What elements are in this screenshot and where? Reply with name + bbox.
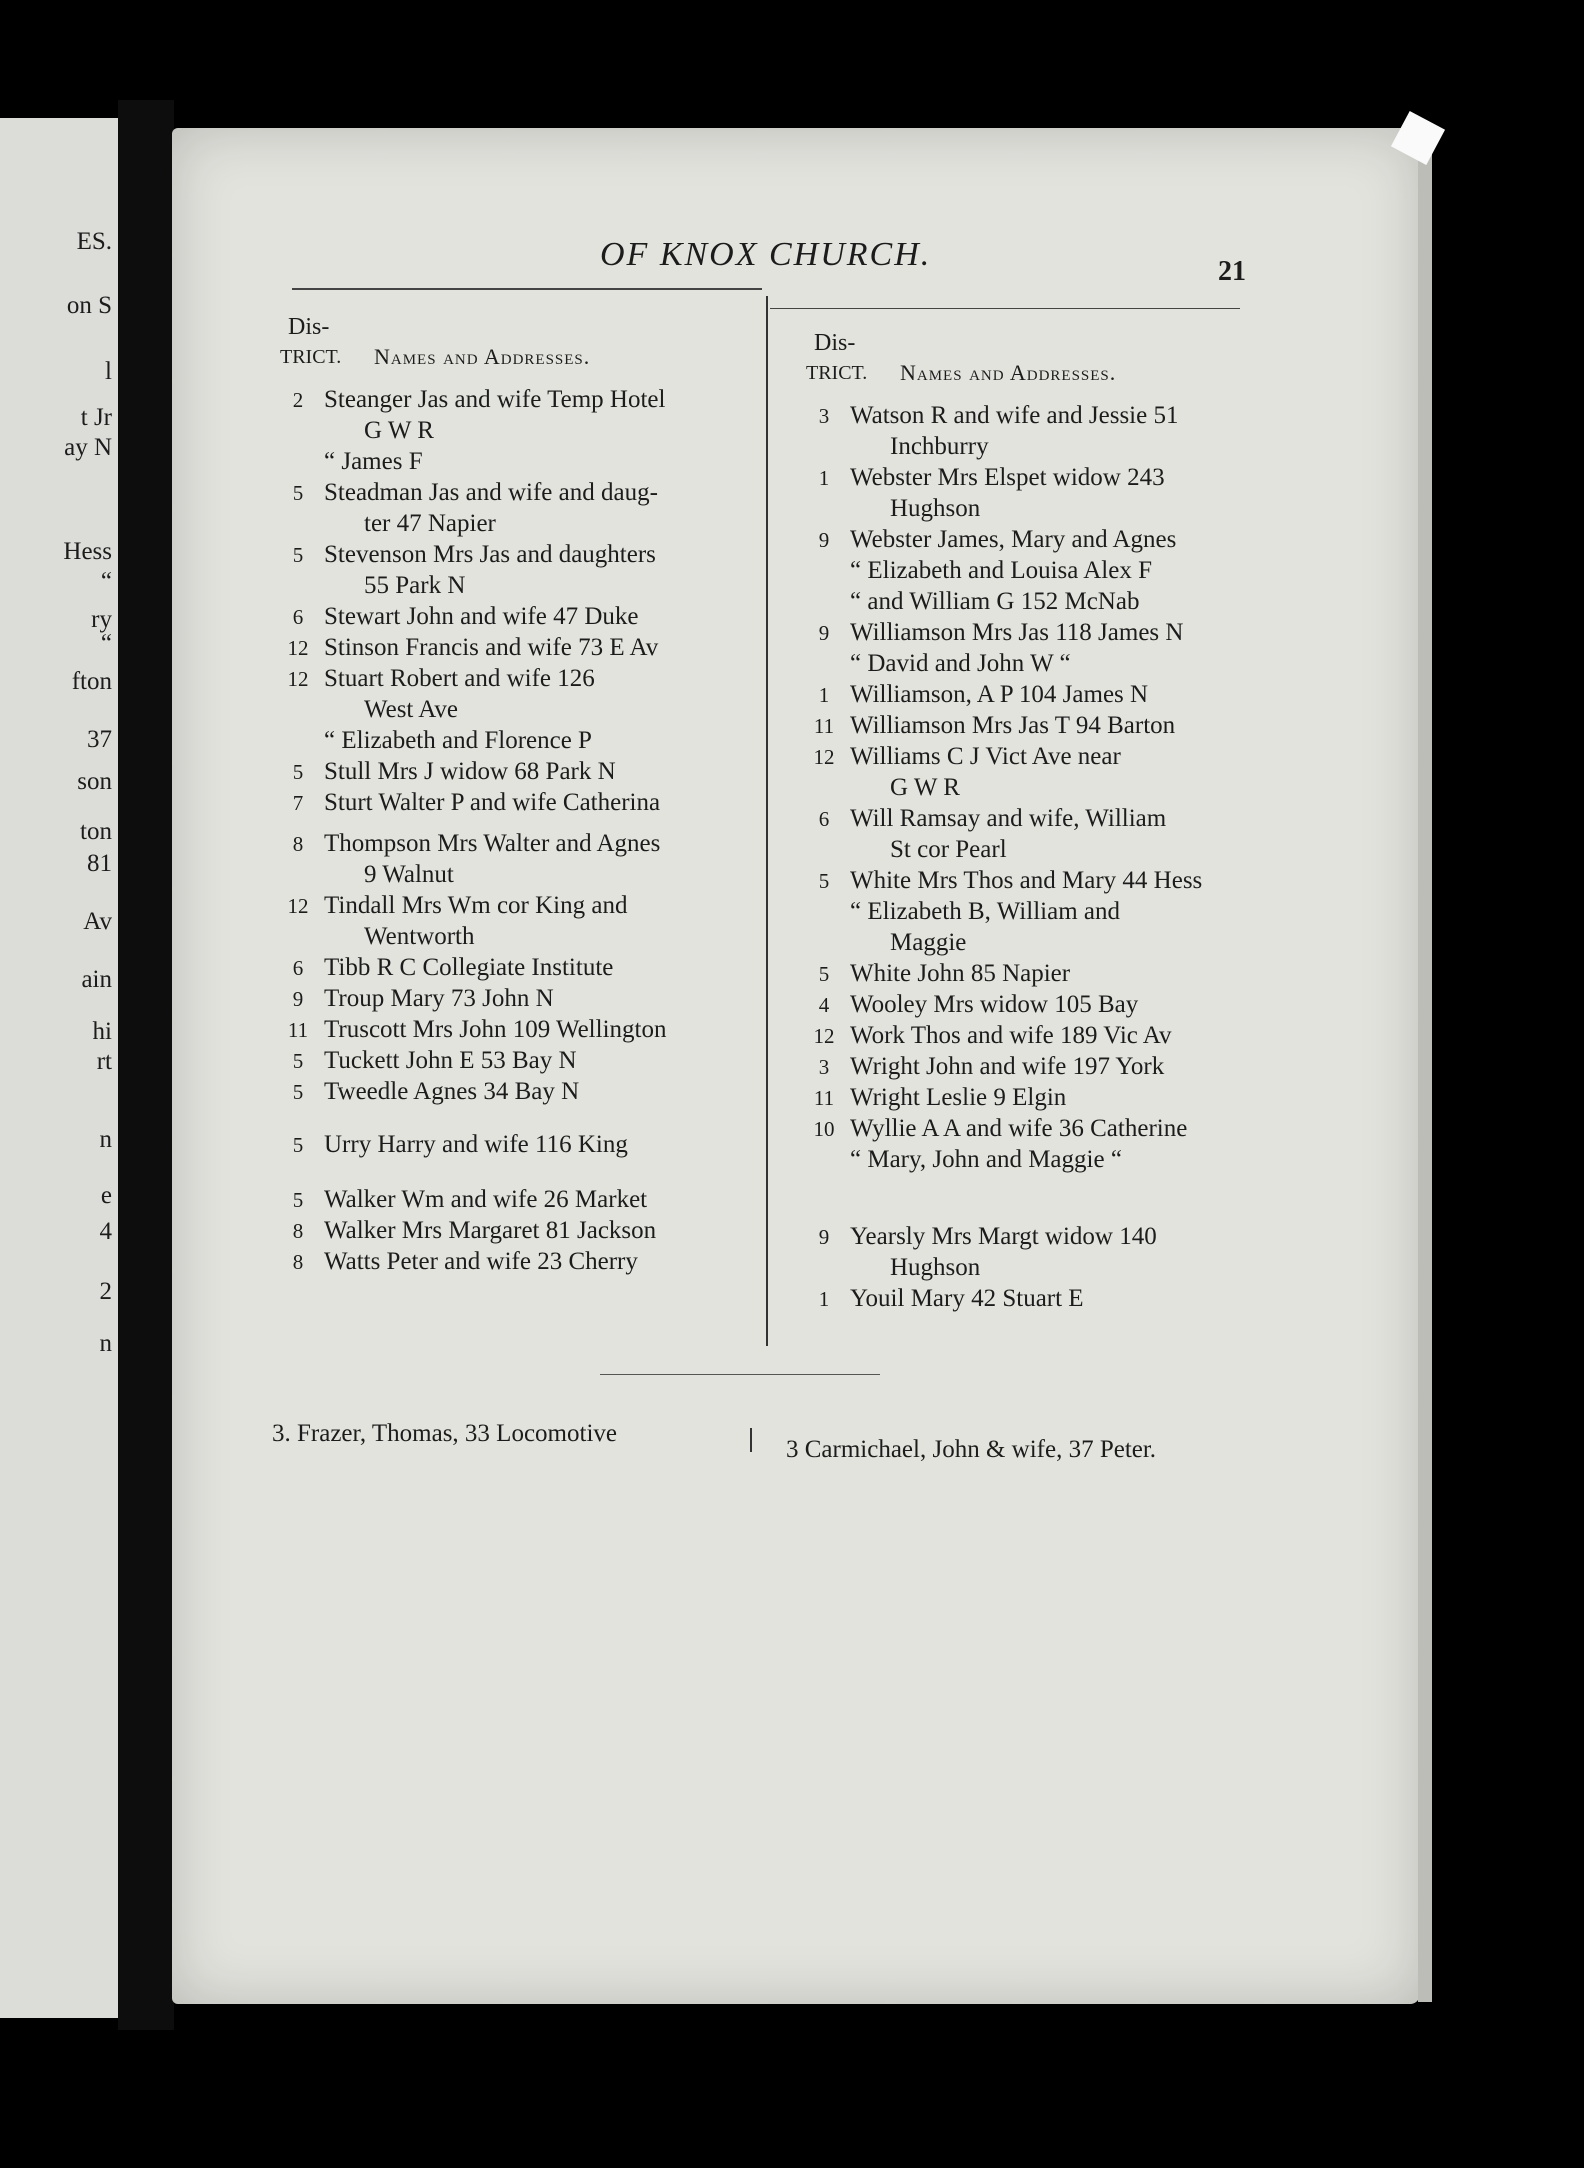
directory-entry [280, 477, 710, 539]
entry-name-address: Tindall Mrs Wm cor King and [324, 892, 628, 919]
entry-name-address: Wright John and wife 197 York [850, 1053, 1165, 1080]
right-column [806, 330, 1236, 1314]
facing-page-text: 81 [87, 850, 112, 877]
directory-entry [806, 1113, 1236, 1144]
district-number: 1 [818, 466, 830, 490]
directory-entry [280, 384, 710, 446]
entry-continuation: Wentworth [364, 923, 475, 950]
directory-entry [280, 1246, 710, 1277]
directory-entry [806, 586, 1236, 617]
heading-names: Names and Addresses. [374, 344, 591, 369]
entry-name-address: Stinson Francis and wife 73 E Av [324, 634, 659, 661]
district-number: 12 [813, 1024, 835, 1048]
column-heading [806, 330, 1236, 400]
facing-page-text: t Jr [80, 404, 112, 431]
entry-name-address: Tuckett John E 53 Bay N [324, 1047, 577, 1074]
entry-continuation: Inchburry [890, 433, 989, 460]
heading-trict: TRICT. [806, 362, 868, 384]
entry-name-address: Watson R and wife and Jessie 51 [850, 402, 1179, 429]
directory-entry [806, 1283, 1236, 1314]
book-spine [118, 100, 174, 2030]
directory-entry [806, 896, 1236, 958]
district-number: 12 [287, 894, 309, 918]
directory-entry [806, 1221, 1236, 1283]
facing-page-text: e [100, 1182, 112, 1209]
facing-page-text: rt [96, 1048, 112, 1075]
entry-name-address: Stewart John and wife 47 Duke [324, 603, 639, 630]
column-divider [766, 296, 768, 1346]
district-number: 11 [287, 1018, 309, 1042]
directory-entry [806, 1020, 1236, 1051]
facing-page-text: ry [91, 606, 112, 633]
entry-name-address: Walker Wm and wife 26 Market [324, 1186, 648, 1213]
district-number: 5 [292, 1133, 304, 1157]
page-number: 21 [1218, 256, 1246, 287]
directory-entry [806, 958, 1236, 989]
district-number: 9 [818, 621, 830, 645]
directory-entry [280, 632, 710, 663]
facing-page-text: 37 [87, 726, 112, 753]
directory-entry [806, 679, 1236, 710]
entry-name-address: “ Elizabeth and Louisa Alex F [850, 557, 1153, 584]
heading-dis: Dis- [814, 330, 856, 356]
entry-name-address: Webster James, Mary and Agnes [850, 526, 1177, 553]
entry-name-address: Tweedle Agnes 34 Bay N [324, 1078, 580, 1105]
entry-name-address: Stull Mrs J widow 68 Park N [324, 758, 616, 785]
entry-name-address: “ Elizabeth and Florence P [324, 727, 592, 754]
directory-entry [280, 725, 710, 756]
district-number: 5 [818, 962, 830, 986]
directory-entry [280, 601, 710, 632]
entry-name-address: Yearsly Mrs Margt widow 140 [850, 1223, 1157, 1250]
directory-entry [280, 1045, 710, 1076]
facing-page-fragment [0, 118, 120, 2018]
facing-page-text: ton [80, 818, 112, 845]
entry-name-address: Will Ramsay and wife, William [850, 805, 1167, 832]
entry-continuation: Hughson [890, 1254, 981, 1281]
directory-entry [806, 617, 1236, 648]
entry-name-address: Williamson, A P 104 James N [850, 681, 1149, 708]
entry-name-address: Work Thos and wife 189 Vic Av [850, 1022, 1172, 1049]
district-number: 6 [292, 605, 304, 629]
entry-continuation: Hughson [890, 495, 981, 522]
directory-entry [806, 555, 1236, 586]
directory-entry [280, 787, 710, 818]
entry-continuation: 55 Park N [364, 572, 466, 599]
directory-entry [280, 756, 710, 787]
directory-entry [280, 1215, 710, 1246]
header-rule-right [770, 308, 1240, 309]
footnote-divider [750, 1428, 752, 1452]
footnote-rule [600, 1374, 880, 1375]
directory-entry [280, 828, 710, 890]
district-number: 6 [818, 807, 830, 831]
district-number: 8 [292, 1250, 304, 1274]
facing-page-text: 2 [99, 1278, 112, 1305]
entry-name-address: Truscott Mrs John 109 Wellington [324, 1016, 667, 1043]
running-head: OF KNOX CHURCH. [600, 236, 932, 273]
facing-page-text: ES. [76, 228, 112, 255]
directory-entry [806, 741, 1236, 803]
district-number: 10 [813, 1117, 835, 1141]
directory-entry [806, 1051, 1236, 1082]
footnote-right: 3 Carmichael, John & wife, 37 Peter. [786, 1436, 1157, 1463]
entry-continuation: G W R [890, 774, 960, 801]
district-number: 5 [292, 543, 304, 567]
directory-entry [280, 1014, 710, 1045]
district-number: 3 [818, 1055, 830, 1079]
district-number: 1 [818, 1287, 830, 1311]
entry-continuation: St cor Pearl [890, 836, 1007, 863]
entry-name-address: Thompson Mrs Walter and Agnes [324, 830, 661, 857]
heading-dis: Dis- [288, 314, 330, 340]
directory-entry [280, 446, 710, 477]
heading-trict: TRICT. [280, 346, 342, 368]
column-heading [280, 314, 710, 384]
directory-entry [280, 1184, 710, 1215]
district-number: 11 [813, 714, 835, 738]
entry-name-address: Sturt Walter P and wife Catherina [324, 789, 661, 816]
page-edge [1418, 138, 1432, 2002]
directory-entry [806, 462, 1236, 524]
facing-page-text: 4 [99, 1218, 112, 1245]
facing-page-text: ain [81, 966, 112, 993]
entry-continuation: 9 Walnut [364, 861, 454, 888]
facing-page-text: on S [66, 292, 112, 319]
entry-continuation: Maggie [890, 929, 967, 956]
directory-entry [806, 524, 1236, 555]
facing-page-text: son [77, 768, 112, 795]
left-column [280, 314, 710, 1277]
entry-name-address: Wright Leslie 9 Elgin [850, 1084, 1067, 1111]
entry-name-address: Urry Harry and wife 116 King [324, 1131, 628, 1158]
directory-entry [806, 865, 1236, 896]
entry-name-address: Williams C J Vict Ave near [850, 743, 1121, 770]
district-number: 5 [292, 481, 304, 505]
entry-name-address: “ and William G 152 McNab [850, 588, 1140, 615]
entry-name-address: Youil Mary 42 Stuart E [850, 1285, 1084, 1312]
directory-entry [280, 539, 710, 601]
district-number: 9 [292, 987, 304, 1011]
entry-name-address: Steadman Jas and wife and daug- [324, 479, 658, 506]
district-number: 12 [287, 636, 309, 660]
district-number: 5 [818, 869, 830, 893]
left-entries [280, 384, 710, 1277]
directory-entry [806, 400, 1236, 462]
entry-name-address: Williamson Mrs Jas T 94 Barton [850, 712, 1176, 739]
directory-entry [280, 952, 710, 983]
entry-name-address: Stuart Robert and wife 126 [324, 665, 595, 692]
facing-page-text: ay N [64, 434, 112, 461]
directory-entry [280, 1076, 710, 1107]
facing-page-text: fton [71, 668, 112, 695]
entry-continuation: G W R [364, 417, 434, 444]
district-number: 3 [818, 404, 830, 428]
facing-page-text: l [105, 358, 112, 385]
entry-name-address: Williamson Mrs Jas 118 James N [850, 619, 1184, 646]
entry-name-address: Wyllie A A and wife 36 Catherine [850, 1115, 1188, 1142]
header-rule-left [292, 288, 762, 290]
directory-entry [280, 983, 710, 1014]
directory-entry [280, 1129, 710, 1160]
entry-name-address: Watts Peter and wife 23 Cherry [324, 1248, 638, 1275]
facing-page-text: n [99, 1126, 112, 1153]
district-number: 6 [292, 956, 304, 980]
district-number: 1 [818, 683, 830, 707]
district-number: 5 [292, 760, 304, 784]
facing-page-text: “ [100, 568, 112, 595]
entry-name-address: Tibb R C Collegiate Institute [324, 954, 614, 981]
entry-name-address: Webster Mrs Elspet widow 243 [850, 464, 1165, 491]
entry-name-address: Troup Mary 73 John N [324, 985, 554, 1012]
directory-entry [280, 663, 710, 725]
facing-page-text: “ [100, 630, 112, 657]
facing-page-text: n [99, 1330, 112, 1357]
district-number: 9 [818, 1225, 830, 1249]
directory-entry [806, 803, 1236, 865]
entry-name-address: White Mrs Thos and Mary 44 Hess [850, 867, 1203, 894]
directory-entry [806, 710, 1236, 741]
district-number: 11 [813, 1086, 835, 1110]
right-entries [806, 400, 1236, 1314]
entry-name-address: “ James F [324, 448, 423, 475]
district-number: 8 [292, 1219, 304, 1243]
district-number: 8 [292, 832, 304, 856]
entry-name-address: “ David and John W “ [850, 650, 1071, 677]
facing-page-text: Av [83, 908, 112, 935]
directory-entry [806, 1082, 1236, 1113]
district-number: 12 [287, 667, 309, 691]
entry-name-address: White John 85 Napier [850, 960, 1071, 987]
footnote-left: 3. Frazer, Thomas, 33 Locomotive [272, 1420, 617, 1447]
directory-entry [280, 890, 710, 952]
district-number: 7 [292, 791, 304, 815]
entry-continuation: West Ave [364, 696, 459, 723]
entry-name-address: Wooley Mrs widow 105 Bay [850, 991, 1139, 1018]
directory-entry [806, 1144, 1236, 1175]
facing-page-text: Hess [63, 538, 112, 565]
district-number: 5 [292, 1049, 304, 1073]
entry-name-address: “ Mary, John and Maggie “ [850, 1146, 1122, 1173]
entry-name-address: Stevenson Mrs Jas and daughters [324, 541, 656, 568]
directory-entry [806, 989, 1236, 1020]
facing-page-text: hi [92, 1018, 112, 1045]
entry-name-address: Steanger Jas and wife Temp Hotel [324, 386, 666, 413]
heading-names: Names and Addresses. [900, 360, 1117, 385]
entry-name-address: Walker Mrs Margaret 81 Jackson [324, 1217, 657, 1244]
entry-continuation: ter 47 Napier [364, 510, 496, 537]
district-number: 4 [818, 993, 830, 1017]
directory-entry [806, 648, 1236, 679]
district-number: 5 [292, 1080, 304, 1104]
district-number: 2 [292, 388, 304, 412]
district-number: 9 [818, 528, 830, 552]
district-number: 5 [292, 1188, 304, 1212]
district-number: 12 [813, 745, 835, 769]
entry-name-address: “ Elizabeth B, William and [850, 898, 1120, 925]
